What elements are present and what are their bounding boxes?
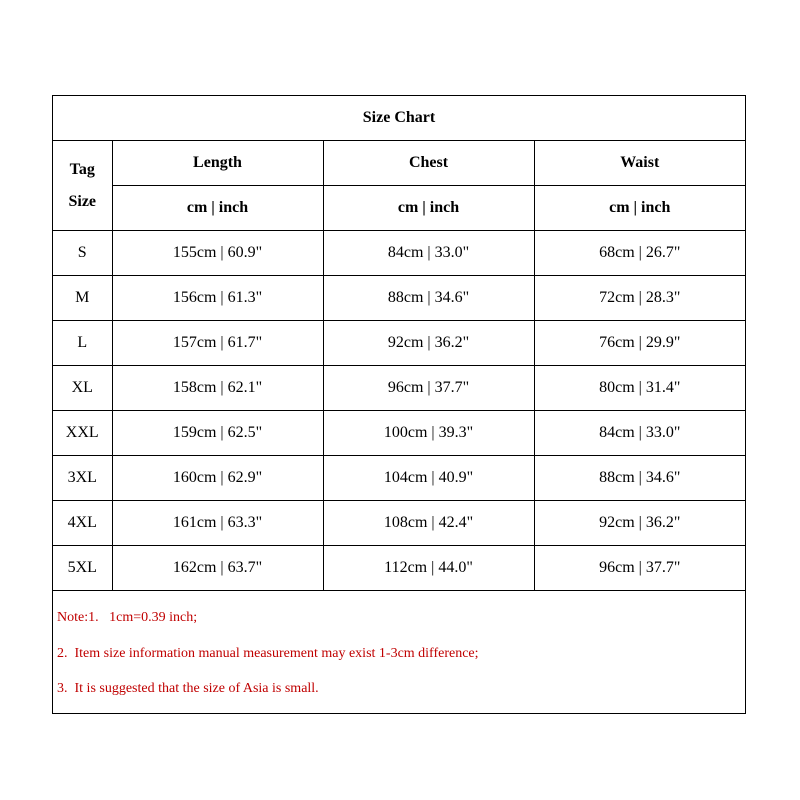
length-cell: 156cm | 61.3" [112, 276, 323, 321]
chest-cell: 96cm | 37.7" [323, 366, 534, 411]
chart-title: Size Chart [53, 96, 745, 141]
length-cell: 160cm | 62.9" [112, 456, 323, 501]
chest-cell: 112cm | 44.0" [323, 546, 534, 591]
tag-size-header [53, 141, 112, 231]
table-row [53, 456, 745, 501]
length-cell: 159cm | 62.5" [112, 411, 323, 456]
chest-cell: 100cm | 39.3" [323, 411, 534, 456]
chest-cell: 88cm | 34.6" [323, 276, 534, 321]
length-cell: 161cm | 63.3" [112, 501, 323, 546]
length-cell: 155cm | 60.9" [112, 231, 323, 276]
size-cell: 5XL [53, 546, 112, 591]
table-row [53, 366, 745, 411]
chest-cell: 92cm | 36.2" [323, 321, 534, 366]
length-cell: 162cm | 63.7" [112, 546, 323, 591]
table-row [53, 411, 745, 456]
size-cell: L [53, 321, 112, 366]
waist-cell: 84cm | 33.0" [534, 411, 745, 456]
table-row [53, 276, 745, 321]
size-chart [52, 95, 746, 714]
table-row [53, 231, 745, 276]
size-cell: M [53, 276, 112, 321]
length-unit-header: cm | inch [112, 186, 323, 231]
chest-cell: 84cm | 33.0" [323, 231, 534, 276]
length-header: Length [112, 141, 323, 186]
chest-cell: 108cm | 42.4" [323, 501, 534, 546]
waist-unit-header: cm | inch [534, 186, 745, 231]
size-table [53, 96, 745, 591]
table-row [53, 546, 745, 591]
note-1: Note:1. 1cm=0.39 inch; [57, 610, 198, 625]
waist-cell: 76cm | 29.9" [534, 321, 745, 366]
size-cell: 3XL [53, 456, 112, 501]
waist-cell: 72cm | 28.3" [534, 276, 745, 321]
note-3: 3. It is suggested that the size of Asia is small. [57, 681, 319, 696]
size-cell: 4XL [53, 501, 112, 546]
size-label: Size [68, 192, 97, 210]
waist-header: Waist [534, 141, 745, 186]
waist-cell: 80cm | 31.4" [534, 366, 745, 411]
waist-cell: 92cm | 36.2" [534, 501, 745, 546]
note-2: 2. Item size information manual measurement may exist 1-3cm difference; [57, 646, 479, 661]
chest-header: Chest [323, 141, 534, 186]
table-row [53, 321, 745, 366]
table-row [53, 501, 745, 546]
waist-cell: 88cm | 34.6" [534, 456, 745, 501]
size-cell: S [53, 231, 112, 276]
chest-cell: 104cm | 40.9" [323, 456, 534, 501]
waist-cell: 96cm | 37.7" [534, 546, 745, 591]
length-cell: 158cm | 62.1" [112, 366, 323, 411]
size-cell: XL [53, 366, 112, 411]
length-cell: 157cm | 61.7" [112, 321, 323, 366]
chest-unit-header: cm | inch [323, 186, 534, 231]
tag-label: Tag [69, 160, 95, 178]
waist-cell: 68cm | 26.7" [534, 231, 745, 276]
size-cell: XXL [53, 411, 112, 456]
